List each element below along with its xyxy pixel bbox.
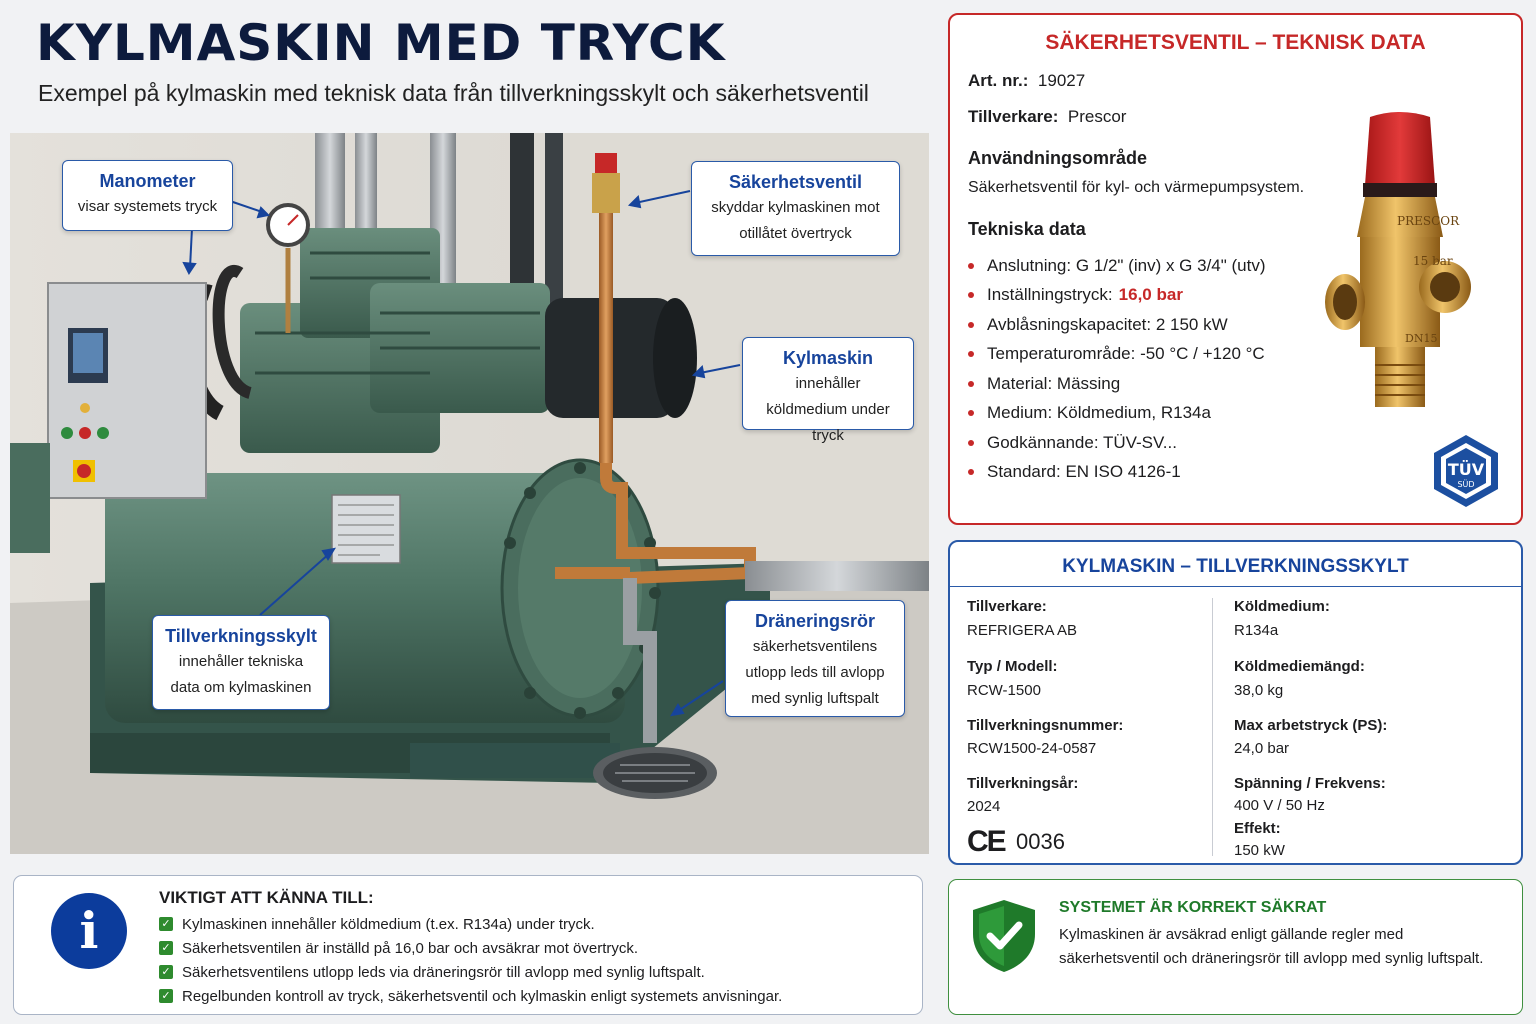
chiller-callout-body: innehåller köldmedium under tryck (766, 375, 890, 444)
plate-value: 38,0 kg (1234, 682, 1284, 699)
plate-value: 400 V / 50 Hz (1234, 797, 1325, 814)
manometer-callout (62, 160, 233, 231)
system-secured-title: SYSTEMET ÄR KORREKT SÄKRAT (1059, 899, 1327, 916)
art-number-value: 19027 (1037, 71, 1086, 90)
list-item-text: Regelbunden kontroll av tryck, säkerhetsventil och kylmaskin enligt systemets anvisningar. (182, 987, 783, 1005)
nameplate-callout (152, 615, 330, 710)
spec-text: Godkännande: TÜV-SV... (987, 432, 1177, 452)
valve-spec-list (968, 251, 1266, 487)
nameplate-panel-title: KYLMASKIN – TILLVERKNINGSSKYLT (1062, 556, 1409, 577)
info-icon: i (51, 893, 127, 969)
plate-label: Effekt: (1234, 820, 1281, 837)
page-title: KYLMASKIN MED TRYCK (36, 14, 726, 72)
valve-manufacturer-value: Prescor (1067, 107, 1127, 126)
tuv-certification-icon (1428, 433, 1504, 509)
plate-label: Köldmedium: (1234, 598, 1330, 615)
manometer-callout-title: Manometer (99, 171, 196, 191)
checkbox-checked-icon: ✓ (159, 941, 173, 955)
drain-pipe-callout-body: säkerhetsventilens utlopp leds till avlopp med synlig luftspalt (745, 638, 885, 707)
safety-valve-callout (691, 161, 900, 256)
important-info-list (159, 912, 782, 1008)
list-item (159, 960, 782, 984)
plate-value: RCW1500-24-0587 (967, 740, 1097, 757)
spec-item (968, 251, 1266, 281)
spec-text: Standard: EN ISO 4126-1 (987, 462, 1181, 482)
list-item (159, 936, 782, 960)
plate-label: Max arbetstryck (PS): (1234, 717, 1388, 734)
drain-pipe-callout-title: Dräneringsrör (754, 611, 876, 631)
nameplate-callout-title: Tillverkningsskylt (165, 626, 317, 646)
spec-text: Anslutning: G 1/2" (inv) x G 3/4" (utv) (987, 255, 1266, 275)
list-item-text: Kylmaskinen innehåller köldmedium (t.ex. R134a) under tryck. (182, 915, 595, 933)
list-item (159, 912, 782, 936)
checkbox-checked-icon: ✓ (159, 917, 173, 931)
valve-manufacturer-label: Tillverkare: (968, 107, 1059, 126)
tuv-badge-bottom: SÜD (1457, 480, 1475, 489)
bullet-icon (968, 322, 974, 328)
bullet-icon (968, 263, 974, 269)
plate-label: Tillverkningsår: (967, 775, 1079, 792)
bullet-icon (968, 469, 974, 475)
set-pressure-value: 16,0 bar (1118, 285, 1183, 305)
list-item-text: Säkerhetsventilen är inställd på 16,0 bar och avsäkrar mot övertryck. (182, 939, 639, 957)
plate-value: RCW-1500 (967, 682, 1041, 699)
spec-item (968, 369, 1266, 399)
checkbox-checked-icon: ✓ (159, 965, 173, 979)
divider (950, 586, 1521, 587)
plate-label: Tillverkare: (967, 598, 1047, 615)
bullet-icon (968, 351, 974, 357)
spec-item (968, 281, 1266, 311)
art-number (968, 71, 1085, 91)
valve-marking-pressure: 15 bar (1413, 254, 1453, 268)
divider (1212, 598, 1213, 856)
plate-label: Köldmediemängd: (1234, 658, 1365, 675)
tuv-badge-top: TÜV (1447, 460, 1485, 479)
spec-text: Material: Mässing (987, 373, 1121, 393)
safety-valve-panel-title: SÄKERHETSVENTIL – TEKNISK DATA (1045, 31, 1426, 54)
ce-mark: CE (967, 825, 1005, 858)
plate-value: 2024 (967, 798, 1001, 815)
tech-heading: Tekniska data (968, 219, 1086, 239)
drain-pipe-callout (725, 600, 905, 717)
chiller-callout-title: Kylmaskin (782, 348, 874, 368)
shield-check-icon (971, 898, 1037, 974)
list-item-text: Säkerhetsventilens utlopp leds via dräneringsrör till avlopp med synlig luftspalt. (182, 963, 705, 981)
checkbox-checked-icon: ✓ (159, 989, 173, 1003)
chiller-callout (742, 337, 914, 444)
spec-text: Inställningstryck: (987, 285, 1113, 305)
spec-text: Temperaturområde: -50 °C / +120 °C (987, 344, 1265, 364)
bullet-icon (968, 381, 974, 387)
bullet-icon (968, 440, 974, 446)
important-info-panel (13, 875, 923, 1015)
chiller-illustration (10, 133, 929, 854)
spec-item (968, 399, 1266, 429)
manometer-callout-body: visar systemets tryck (77, 198, 218, 215)
spec-item (968, 310, 1266, 340)
nameplate-callout-body: innehåller tekniska data om kylmaskinen (170, 653, 312, 696)
plate-label: Spänning / Frekvens: (1234, 775, 1386, 792)
safety-valve-panel (948, 13, 1523, 525)
usage-text: Säkerhetsventil för kyl- och värmepumpsystem. (968, 179, 1305, 196)
plate-value: R134a (1234, 622, 1279, 639)
usage-heading: Användningsområde (968, 148, 1148, 168)
plate-value: 150 kW (1234, 842, 1285, 859)
valve-manufacturer (968, 107, 1126, 127)
plate-value: 24,0 bar (1234, 740, 1290, 757)
spec-item (968, 340, 1266, 370)
safety-valve-image (1325, 107, 1475, 427)
plate-label: Typ / Modell: (967, 658, 1058, 675)
valve-marking-size: DN15 (1405, 332, 1438, 345)
system-secured-panel (948, 879, 1523, 1015)
system-secured-body: Kylmaskinen är avsäkrad enligt gällande regler med säkerhetsventil och dräneringsrör till avlopp med synlig luftspalt. (1059, 926, 1484, 967)
art-number-label: Art. nr.: (968, 71, 1029, 90)
spec-text: Avblåsningskapacitet: 2 150 kW (987, 314, 1228, 334)
page-subtitle: Exempel på kylmaskin med teknisk data från tillverkningsskylt och säkerhetsventil (38, 80, 869, 106)
spec-item (968, 458, 1266, 488)
bullet-icon (968, 410, 974, 416)
ce-notified-body-number: 0036 (1016, 829, 1065, 854)
safety-valve-callout-title: Säkerhetsventil (728, 172, 863, 192)
plate-value: REFRIGERA AB (967, 622, 1078, 639)
spec-text: Medium: Köldmedium, R134a (987, 403, 1211, 423)
important-info-title: VIKTIGT ATT KÄNNA TILL: (159, 888, 374, 907)
bullet-icon (968, 292, 974, 298)
plate-label: Tillverkningsnummer: (967, 717, 1124, 734)
safety-valve-callout-body: skyddar kylmaskinen mot otillåtet övertryck (711, 199, 880, 242)
list-item (159, 984, 782, 1008)
valve-marking-brand: PRESCOR (1397, 214, 1460, 228)
spec-item (968, 428, 1266, 458)
nameplate-panel (948, 540, 1523, 865)
